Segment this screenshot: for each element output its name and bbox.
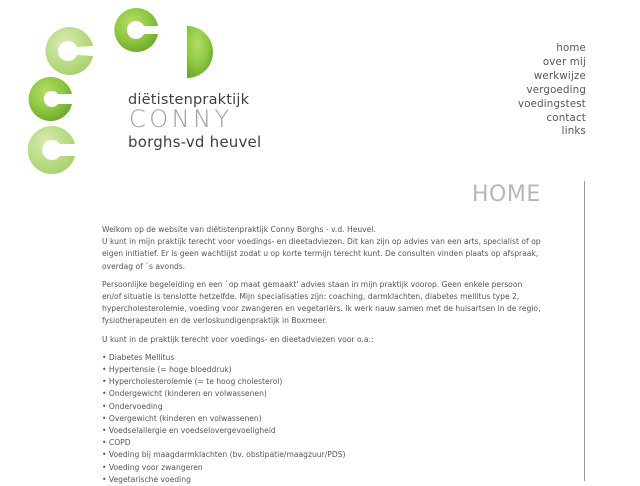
brand-line1: diëtistenpraktijk xyxy=(128,92,250,108)
vertical-divider xyxy=(584,181,585,481)
list-item: • COPD xyxy=(102,438,131,448)
nav-over-mij[interactable]: over mij xyxy=(542,56,586,68)
welcome-text: Welkom op de website van diëtistenpraktijk Conny Borghs - v.d. Heuvel. xyxy=(102,225,376,234)
list-item: • Overgewicht (kinderen en volwassenen) xyxy=(102,413,262,423)
list-item: • Voeding bij maagdarmklachten (bv. obstipatie/maagzuur/PDS) xyxy=(102,450,346,460)
nav-vergoeding[interactable]: vergoeding xyxy=(526,84,586,96)
nav-links[interactable]: links xyxy=(561,126,586,138)
list-item: • Diabetes Mellitus xyxy=(102,352,175,362)
main-content xyxy=(102,224,542,486)
intro-paragraph xyxy=(102,224,542,273)
main-nav xyxy=(518,42,586,139)
services-list xyxy=(102,352,542,486)
services-intro: U kunt in de praktijk terecht voor voedings- en dieetadviezen voor o.a.: xyxy=(102,334,374,344)
list-item: • Voeding voor zwangeren xyxy=(102,462,203,472)
brand-line2: CONNY xyxy=(129,105,233,133)
list-item: • Hypertensie (= hoge bloeddruk) xyxy=(102,365,232,375)
brand-line3: borghs-vd heuvel xyxy=(128,133,262,151)
list-item: • Vegetarische voeding xyxy=(102,474,191,484)
list-item: • Ondergewicht (kinderen en volwassenen) xyxy=(102,389,267,399)
approach-paragraph: Persoonlijke begeleiding en een `op maat gemaakt' advies staan in mijn praktijk voorop. Geen enkele persoon en/of situatie is tenslotte hetzelfde. Mijn specialisaties zijn: coaching, darmklachten, diabetes mellitus type 2, hypercholesterolemie, voeding voor zwangeren en vegetariërs. Ik werk nauw samen met de huisartsen in de regio, fysiotherapeuten en de verloskundigenpraktijk in Boxmeer. xyxy=(102,279,541,326)
nav-voedingstest[interactable]: voedingstest xyxy=(517,98,586,110)
list-item: • Ondervoeding xyxy=(102,401,163,411)
nav-home[interactable]: home xyxy=(556,43,586,54)
page-title: HOME xyxy=(472,182,541,207)
nav-contact[interactable]: contact xyxy=(546,112,586,124)
list-item: • Voedselallergie en voedselovergevoeligheid xyxy=(102,426,276,436)
intro-text: U kunt in mijn praktijk terecht voor voedings- en dieetadviezen. Dit kan zijn op advies van een arts, specialist of op eigen initiatief. Er is geen wachtlijst zodat u op korte termijn terecht kunt. De consulten vinden plaats op afspraak, overdag of `s avonds. xyxy=(102,237,541,271)
nav-werkwijze[interactable]: werkwijze xyxy=(533,70,586,82)
list-item: • Hypercholesterolemie (= te hoog cholesterol) xyxy=(102,377,283,387)
